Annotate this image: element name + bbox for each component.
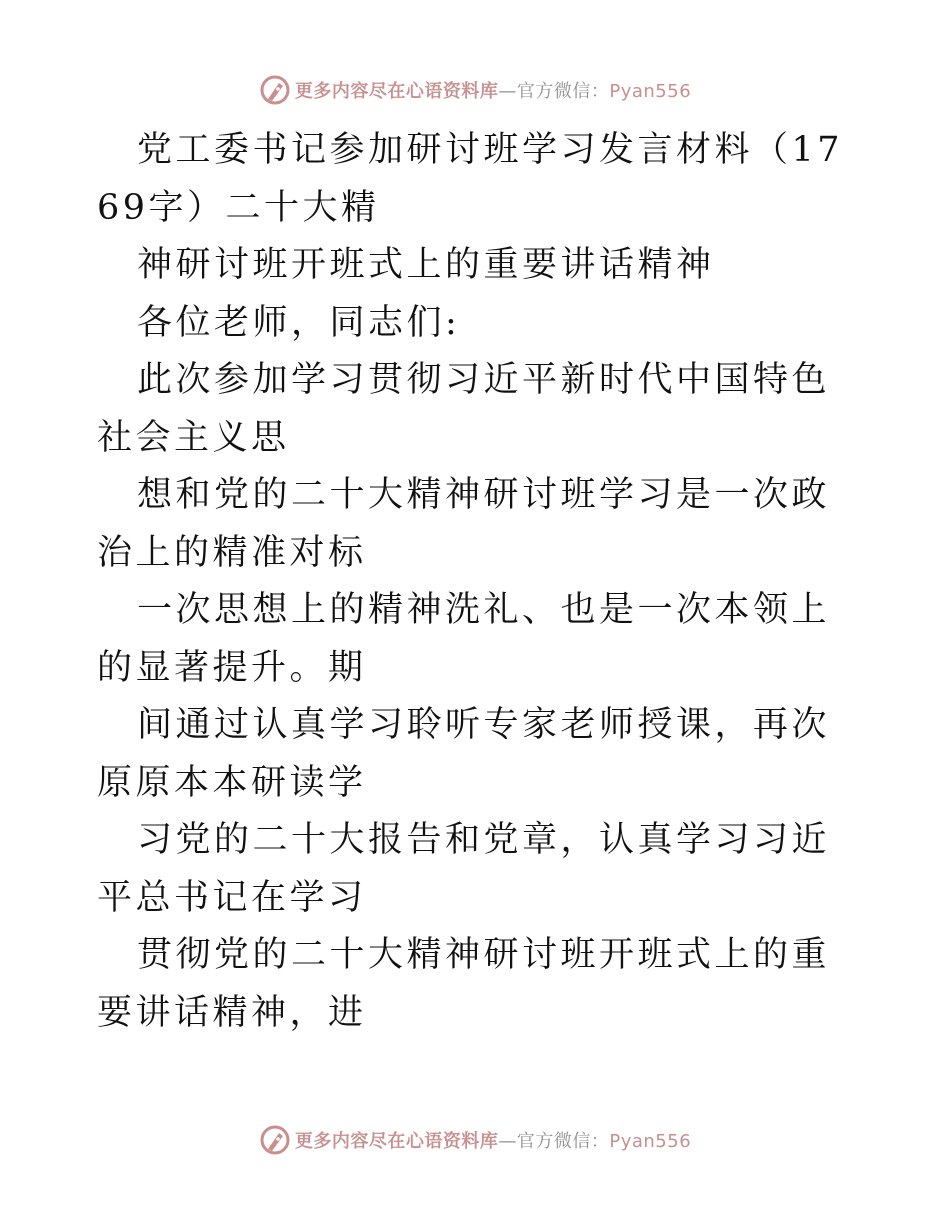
- document-paragraph: 贯彻党的二十大精神研讨班开班式上的重要讲话精神，进: [97, 935, 831, 1033]
- document-paragraph: 神研讨班开班式上的重要讲话精神: [137, 245, 715, 285]
- banner-wechat-id: Pyan556: [609, 1131, 692, 1152]
- banner-text: [295, 77, 691, 103]
- banner-main-text: 更多内容尽在心语资料库: [294, 81, 499, 102]
- banner-text: [295, 1127, 691, 1153]
- document-paragraph: 此次参加学习贯彻习近平新时代中国特色社会主义思: [97, 360, 831, 458]
- pen-nib-circle-icon: [259, 1124, 291, 1156]
- banner-dash: —: [498, 81, 517, 102]
- banner-sub-text: 官方微信：: [516, 81, 610, 102]
- banner-main-text: 更多内容尽在心语资料库: [294, 1131, 499, 1152]
- banner-wechat-id: Pyan556: [609, 81, 692, 102]
- pen-nib-circle-icon: [259, 74, 291, 106]
- footer-watermark-banner: [0, 1120, 950, 1160]
- document-paragraph: 想和党的二十大精神研讨班学习是一次政治上的精准对标: [97, 475, 831, 573]
- document-paragraph: 间通过认真学习聆听专家老师授课，再次原原本本研读学: [97, 705, 831, 803]
- document-paragraph: 一次思想上的精神洗礼、也是一次本领上的显著提升。期: [97, 590, 831, 688]
- header-watermark-banner: [0, 70, 950, 110]
- document-body: [97, 122, 857, 1042]
- document-paragraph: 各位老师，同志们:: [137, 302, 461, 343]
- banner-dash: —: [498, 1131, 517, 1152]
- banner-sub-text: 官方微信：: [516, 1131, 610, 1152]
- document-paragraph: 党工委书记参加研讨班学习发言材料（1769字）二十大精: [97, 130, 844, 228]
- document-paragraph: 习党的二十大报告和党章，认真学习习近平总书记在学习: [97, 820, 831, 918]
